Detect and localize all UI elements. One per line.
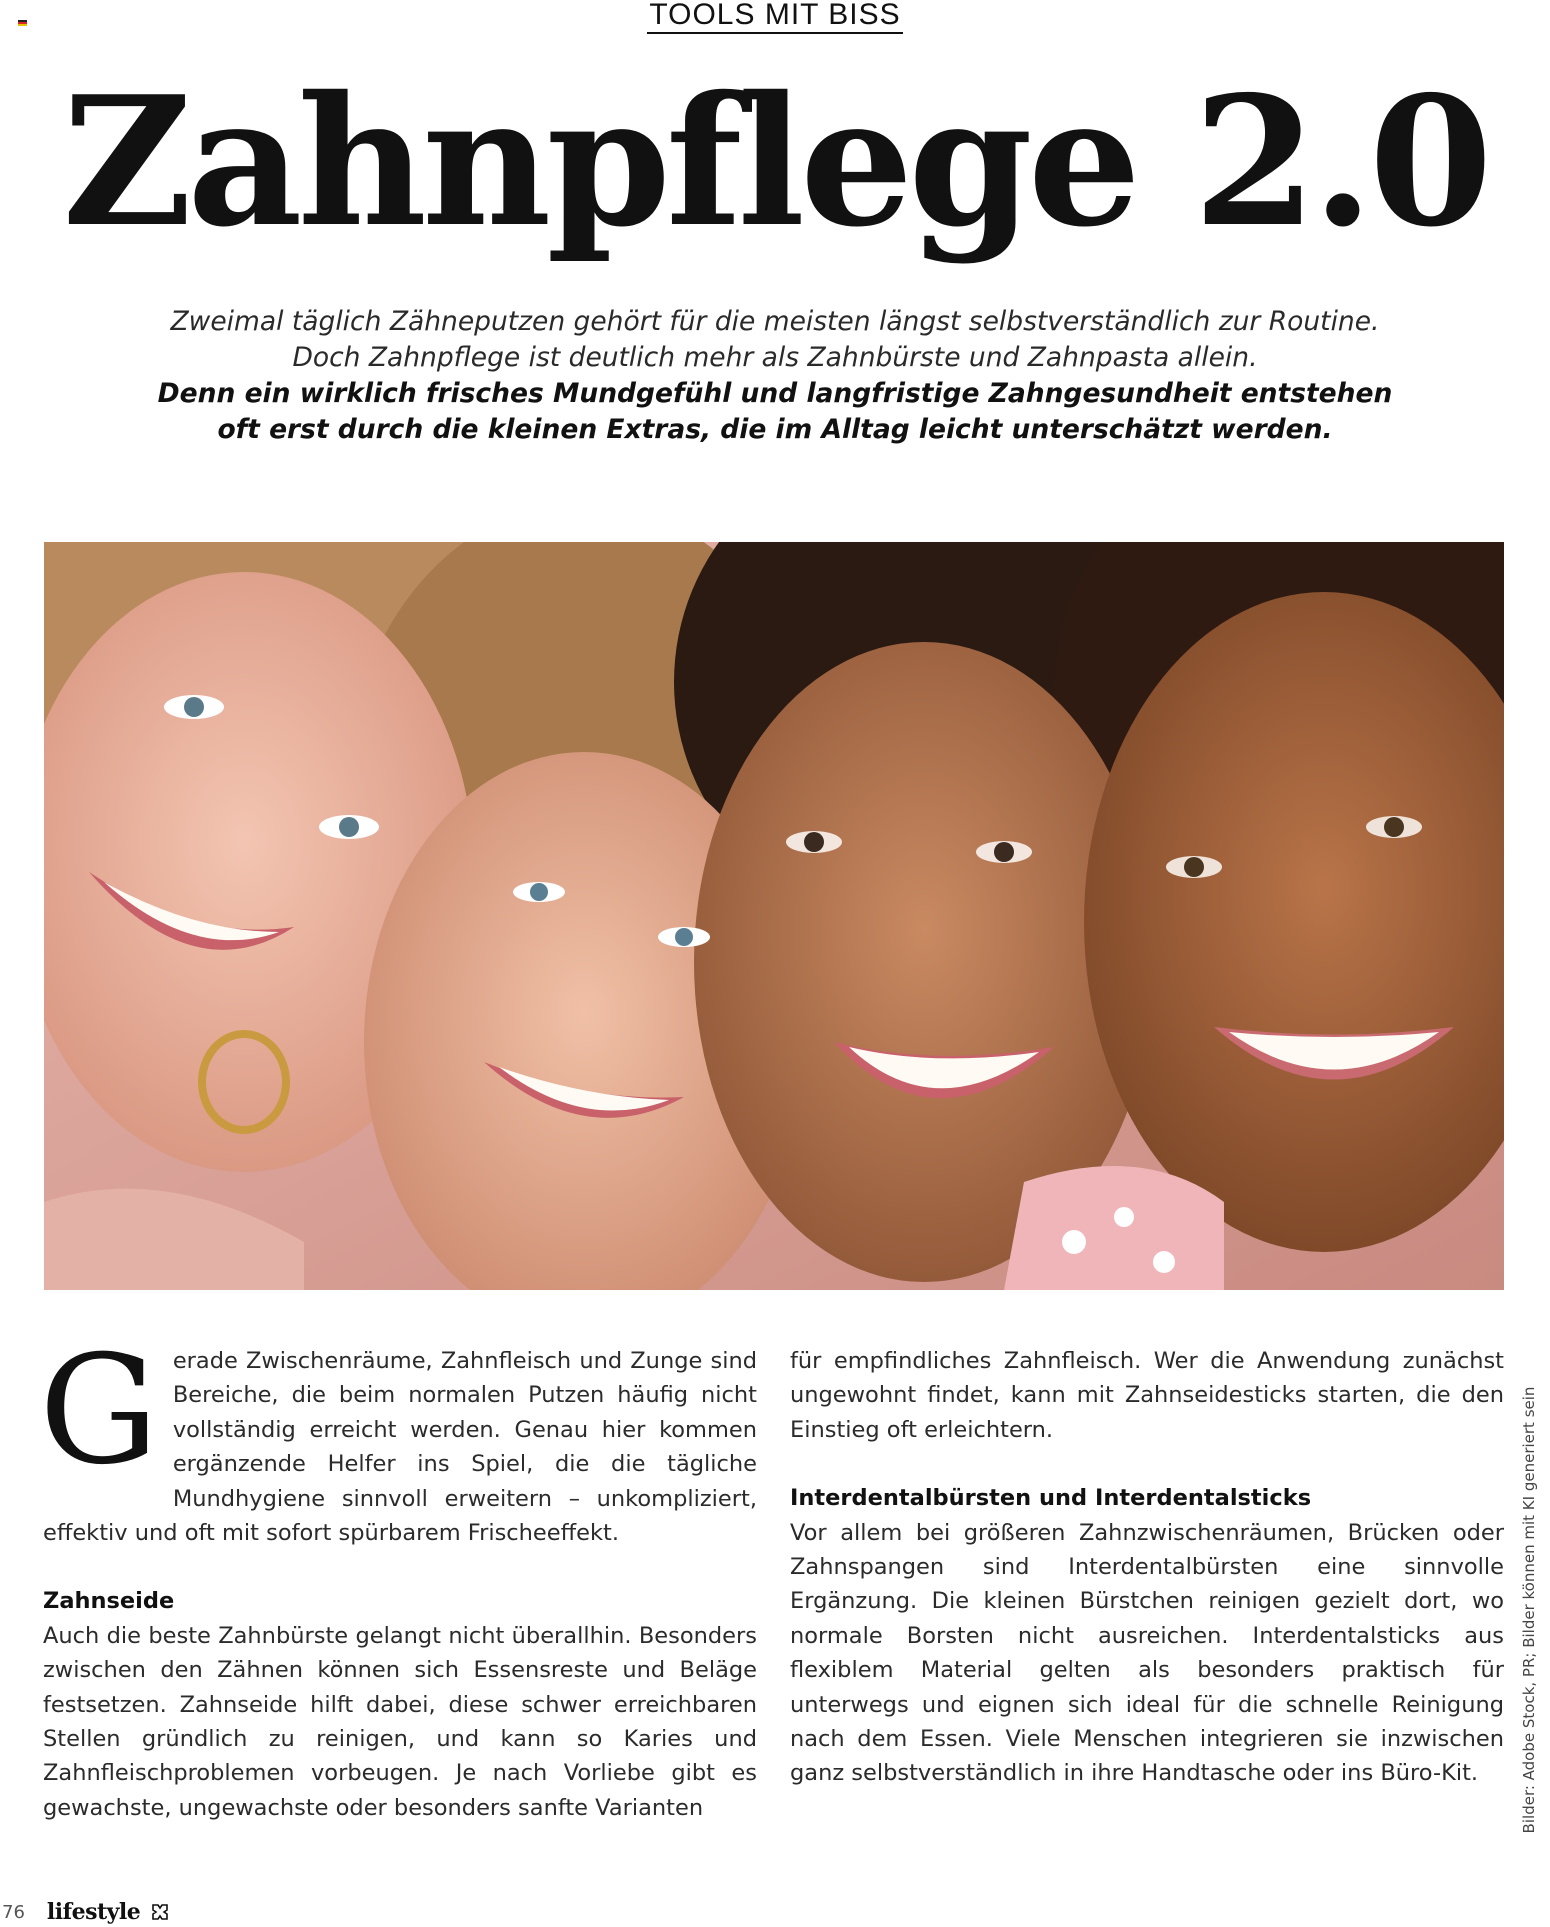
intro-line-4: oft erst durch die kleinen Extras, die im Alltag leicht unterschätzt werden. [217,414,1333,445]
section-heading-interdental: Interdentalbürsten und Interdentalsticks [790,1485,1312,1512]
kicker-text: TOOLS MIT BISS [647,0,902,34]
section-text-zahnseide: Auch die beste Zahnbürste gelangt nicht überallhin. Besonders zwischen den Zähnen können sich Essensreste und Beläge festsetzen. Zahnseide hilft dabei, diese schwer erreichbaren Stellen gründlich zu reinigen, und kann so Karies und Zahnfleischproblemen vorbeugen. Je nach Vorliebe gibt es gewachste, ungewachste oder besonders sanfte Varianten [43,1622,757,1821]
photo-credit: Bilder: Adobe Stock, PR; Bilder können mit KI generiert sein [1520,1386,1538,1834]
brand-emblem-icon [150,1902,170,1922]
drop-cap: G [39,1324,159,1498]
article-column-right [790,1344,1504,1791]
hero-photo [44,542,1504,1290]
section-text-interdental: Vor allem bei größeren Zahnzwischenräumen, Brücken oder Zahnspangen sind Interdentalbürsten eine sinnvolle Ergänzung. Die kleinen Bürstchen reinigen gezielt dort, wo normale Borsten nicht ausreichen. Interdentalsticks aus flexiblem Material gelten als besonders praktisch für unterwegs und eignen sich ideal für die schnelle Reinigung nach dem Essen. Viele Menschen integrieren sie inzwischen ganz selbstverständlich in ihre Handtasche oder ins Büro-Kit. [790,1519,1504,1787]
brand-logo: lifestyle [46,1899,141,1925]
intro-text [100,304,1450,448]
intro-line-2: Doch Zahnpflege ist deutlich mehr als Zahnbürste und Zahnpasta allein. [292,342,1258,373]
page-title: Zahnpflege 2.0 [62,57,1488,266]
page-footer [0,1898,170,1926]
page-number: 76 [2,1901,25,1923]
intro-line-1: Zweimal täglich Zähneputzen gehört für die meisten längst selbstverständlich zur Routine. [170,306,1380,337]
section-kicker [0,0,1550,30]
lead-text: erade Zwischenräume, Zahnfleisch und Zunge sind Bereiche, die beim normalen Putzen häufig nicht vollständig erreicht werden. Genau hier kommen ergänzende Helfer ins Spiel, die die tägliche Mundhygiene sinnvoll erweitern – unkompliziert, effektiv und oft mit sofort spürbarem Frischeeffekt. [43,1348,757,1547]
section-heading-zahnseide: Zahnseide [43,1588,175,1615]
section-text-zahnseide-continued: für empfindliches Zahnfleisch. Wer die Anwendung zunächst ungewohnt findet, kann mit Zahnseidesticks starten, die den Einstieg oft erleichtern. [790,1348,1504,1443]
intro-line-3: Denn ein wirklich frisches Mundgefühl und langfristige Zahngesundheit entstehen [157,378,1393,409]
article-column-left [39,1324,757,1825]
lead-paragraph [39,1324,757,1550]
